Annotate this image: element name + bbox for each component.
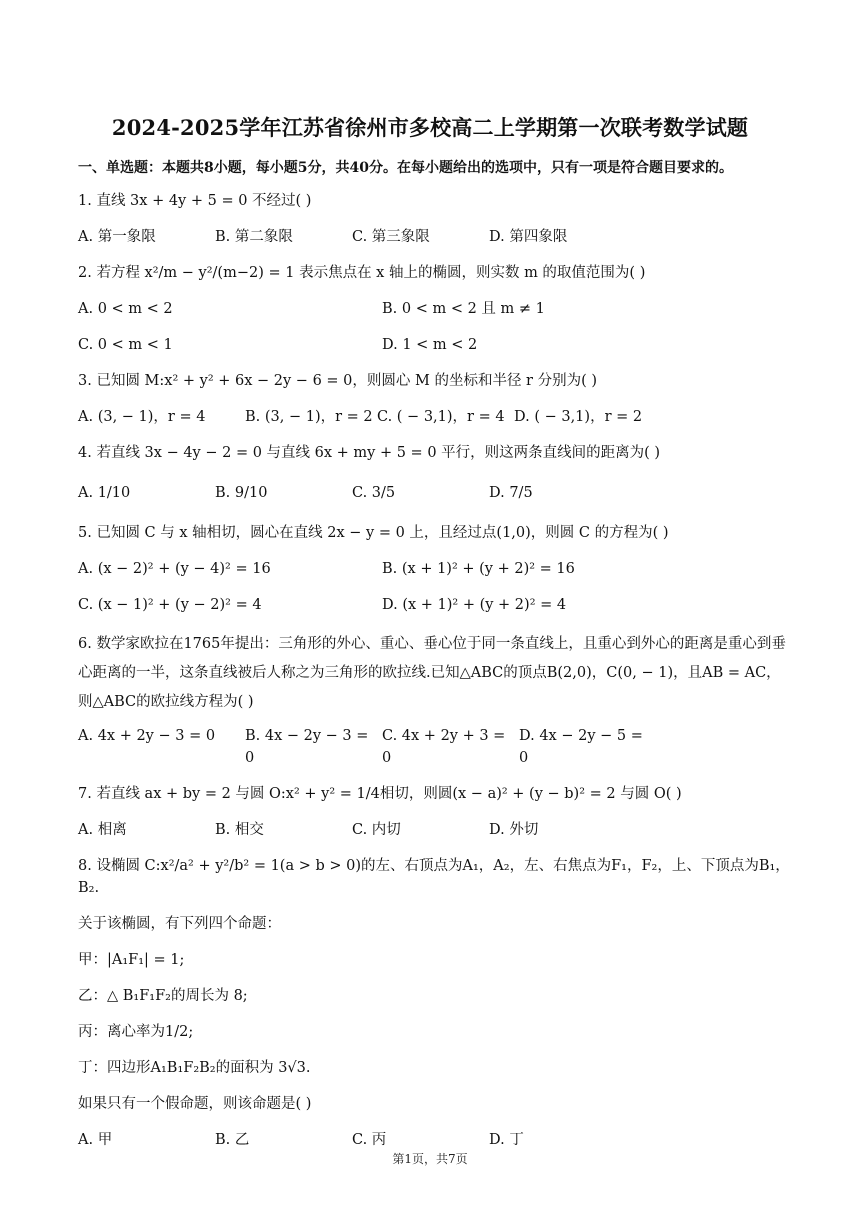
- option-d: D. 1 < m < 2: [382, 337, 478, 353]
- option-b: B. 乙: [215, 1132, 250, 1148]
- option-d: D. ( − 3,1)，r = 2: [514, 409, 643, 425]
- question-4-options: [78, 478, 790, 508]
- section-heading: 一、单选题：本题共8小题，每小题5分，共40分。在每小题给出的选项中，只有一项是符合题目要求的。: [78, 160, 733, 176]
- option-b: B. 第二象限: [215, 229, 293, 245]
- option-a: A. 甲: [78, 1132, 113, 1148]
- option-c: C. 0 < m < 1: [78, 337, 173, 353]
- question-5-options-row1: [78, 558, 790, 580]
- question-5-stem: 5. 已知圆 C 与 x 轴相切，圆心在直线 2x − y = 0 上，且经过点(1,0)，则圆 C 的方程为( ): [78, 525, 669, 541]
- option-c: C. ( − 3,1)，r = 4: [377, 409, 505, 425]
- option-a: A. 1/10: [78, 485, 131, 501]
- option-a: A. (x − 2)² + (y − 4)² = 16: [78, 561, 271, 577]
- question-6-stem: 6. 数学家欧拉在1765年提出：三角形的外心、重心、垂心位于同一条直线上，且重心到外心的距离是重心到垂心距离的一半，这条直线被后人称之为三角形的欧拉线.已知△ABC的顶点B(2,0)，C(0, − 1)，且AB = AC，则△ABC的欧拉线方程为( ): [78, 636, 786, 710]
- option-d: D. 第四象限: [489, 229, 568, 245]
- question-6-options: [78, 725, 790, 769]
- option-d: D. 外切: [489, 822, 539, 838]
- question-8-stem: 8. 设椭圆 C:x²/a² + y²/b² = 1(a > b > 0)的左、右顶点为A₁，A₂，左、右焦点为F₁，F₂，上、下顶点为B₁，B₂.: [78, 858, 790, 896]
- option-a: A. (3, − 1)，r = 4: [78, 409, 206, 425]
- question-8-statement-jia: 甲：|A₁F₁| = 1;: [78, 952, 185, 968]
- question-1-options: [78, 226, 790, 248]
- option-a: A. 第一象限: [78, 229, 156, 245]
- option-d: D. 7/5: [489, 485, 533, 501]
- option-a: A. 相离: [78, 822, 127, 838]
- option-c: C. 丙: [352, 1132, 387, 1148]
- question-7-stem: 7. 若直线 ax + by = 2 与圆 O:x² + y² = 1/4相切，则圆(x − a)² + (y − b)² = 2 与圆 O( ): [78, 786, 682, 802]
- option-c: C. 第三象限: [352, 229, 430, 245]
- question-8-prompt: 如果只有一个假命题，则该命题是( ): [78, 1096, 312, 1112]
- option-d: D. 丁: [489, 1132, 524, 1148]
- option-b: B. 9/10: [215, 485, 268, 501]
- question-7-options: [78, 819, 790, 841]
- option-b: B. (x + 1)² + (y + 2)² = 16: [382, 561, 575, 577]
- option-b: B. 4x − 2y − 3 = 0: [245, 728, 369, 766]
- option-a: A. 4x + 2y − 3 = 0: [78, 728, 216, 744]
- option-a: A. 0 < m < 2: [78, 301, 173, 317]
- question-8-options: [78, 1129, 790, 1151]
- option-d: D. (x + 1)² + (y + 2)² = 4: [382, 597, 567, 613]
- option-d: D. 4x − 2y − 5 = 0: [519, 728, 643, 766]
- question-5-options-row2: [78, 594, 790, 616]
- option-c: C. 3/5: [352, 485, 396, 501]
- question-8-statement-ding: 丁：四边形A₁B₁F₂B₂的面积为 3√3.: [78, 1060, 311, 1076]
- page-footer: 第1页，共7页: [392, 1152, 468, 1166]
- question-2-options-row1: [78, 298, 790, 320]
- page-title: 2024-2025学年江苏省徐州市多校高二上学期第一次联考数学试题: [111, 115, 749, 140]
- option-c: C. (x − 1)² + (y − 2)² = 4: [78, 597, 262, 613]
- option-c: C. 4x + 2y + 3 = 0: [382, 728, 506, 766]
- option-b: B. (3, − 1)，r = 2: [245, 409, 373, 425]
- question-3-options: [78, 406, 790, 428]
- question-4-stem: 4. 若直线 3x − 4y − 2 = 0 与直线 6x + my + 5 = 0 平行，则这两条直线间的距离为( ): [78, 445, 661, 461]
- question-list: [78, 190, 790, 1165]
- question-1-stem: 1. 直线 3x + 4y + 5 = 0 不经过( ): [78, 193, 312, 209]
- option-b: B. 0 < m < 2 且 m ≠ 1: [382, 301, 545, 317]
- question-2-options-row2: [78, 334, 790, 356]
- question-2-stem: 2. 若方程 x²/m − y²/(m−2) = 1 表示焦点在 x 轴上的椭圆，则实数 m 的取值范围为( ): [78, 265, 646, 281]
- option-b: B. 相交: [215, 822, 264, 838]
- option-c: C. 内切: [352, 822, 401, 838]
- question-8-line: 关于该椭圆，有下列四个命题：: [78, 916, 281, 932]
- question-3-stem: 3. 已知圆 M:x² + y² + 6x − 2y − 6 = 0，则圆心 M 的坐标和半径 r 分别为( ): [78, 373, 598, 389]
- question-8-statement-bing: 丙：离心率为1/2;: [78, 1024, 194, 1040]
- question-8-statement-yi: 乙：△ B₁F₁F₂的周长为 8;: [78, 988, 248, 1004]
